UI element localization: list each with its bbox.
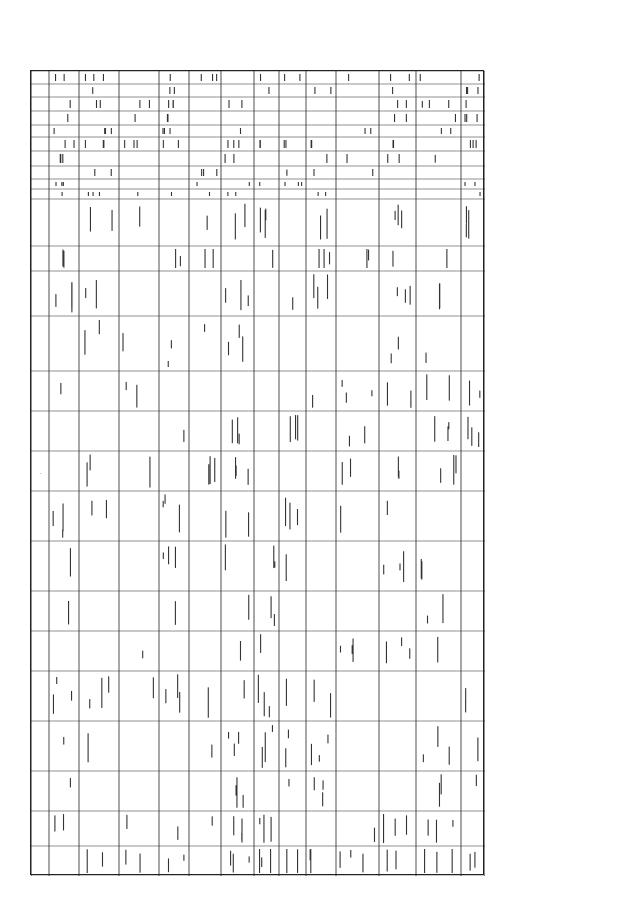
rotated-table: [31, 71, 485, 876]
rotated-table-sheet: [30, 70, 484, 875]
margin-mark: .: [40, 470, 42, 476]
